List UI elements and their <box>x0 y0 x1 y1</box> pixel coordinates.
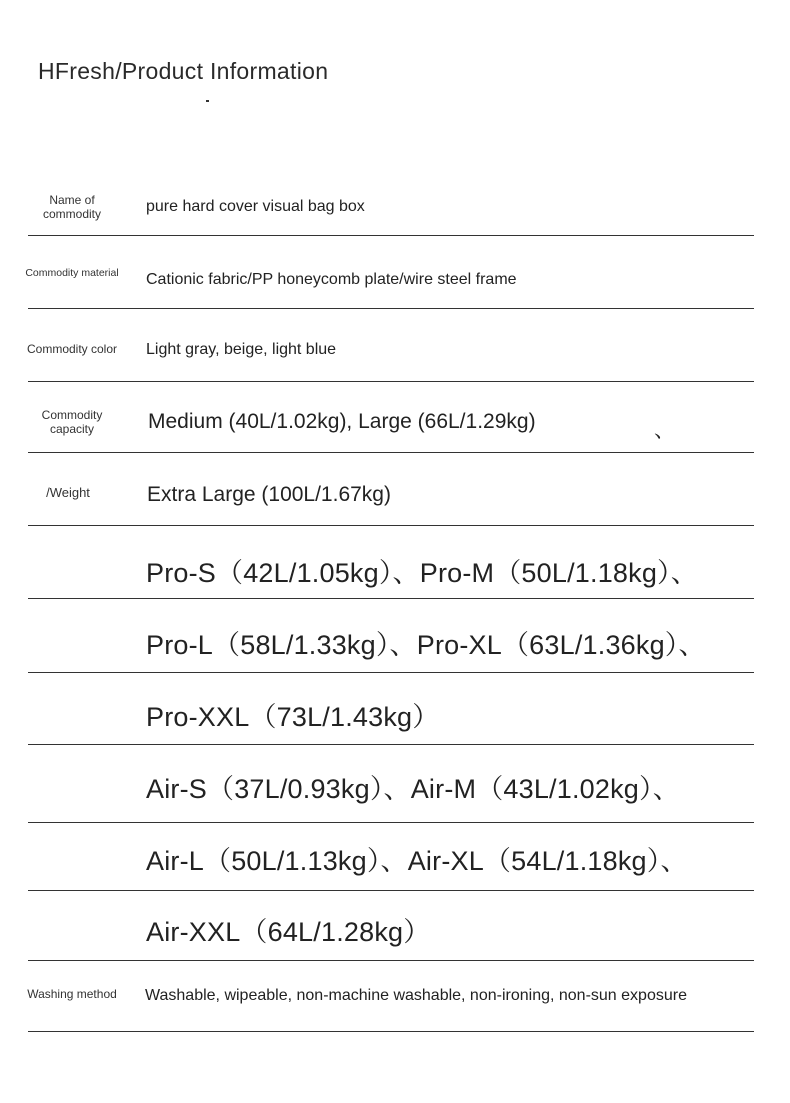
row-label: Commodity capacity <box>41 408 103 436</box>
row-divider <box>28 452 754 453</box>
row-value: Pro-XXL（73L/1.43kg） <box>146 702 440 732</box>
row-value: Air-XXL（64L/1.28kg） <box>146 917 431 947</box>
row-divider <box>28 381 754 382</box>
row-divider <box>28 308 754 309</box>
row-divider <box>28 672 754 673</box>
row-divider <box>28 890 754 891</box>
row-divider <box>28 598 754 599</box>
row-value: Washable, wipeable, non-machine washable, non-ironing, non-sun exposure <box>145 987 687 1004</box>
row-value: pure hard cover visual bag box <box>146 198 365 215</box>
row-divider <box>28 744 754 745</box>
page-title: HFresh/Product Information <box>38 58 329 84</box>
row-divider <box>28 525 754 526</box>
row-value: Extra Large (100L/1.67kg) <box>147 483 391 506</box>
row-value: Air-L（50L/1.13kg）、Air-XL（54L/1.18kg）、 <box>146 846 688 876</box>
row-label: Commodity color <box>26 342 118 356</box>
row-value-suffix: 、 <box>654 419 675 442</box>
row-divider <box>28 822 754 823</box>
title-underline-mark <box>206 100 209 102</box>
row-value: Pro-L（58L/1.33kg）、Pro-XL（63L/1.36kg）、 <box>146 630 706 660</box>
row-divider <box>28 1031 754 1032</box>
row-value: Light gray, beige, light blue <box>146 341 337 358</box>
row-value: Pro-S（42L/1.05kg）、Pro-M（50L/1.18kg）、 <box>146 558 698 588</box>
row-label: Name of commodity <box>42 193 101 221</box>
row-value: Medium (40L/1.02kg), Large (66L/1.29kg) <box>148 410 536 433</box>
row-divider <box>28 235 754 236</box>
row-label: Commodity material <box>25 267 119 279</box>
row-label: /Weight <box>46 485 90 500</box>
row-divider <box>28 960 754 961</box>
row-value: Cationic fabric/PP honeycomb plate/wire steel frame <box>146 271 517 288</box>
row-value: Air-S（37L/0.93kg）、Air-M（43L/1.02kg）、 <box>146 774 680 804</box>
row-label: Washing method <box>27 987 117 1001</box>
